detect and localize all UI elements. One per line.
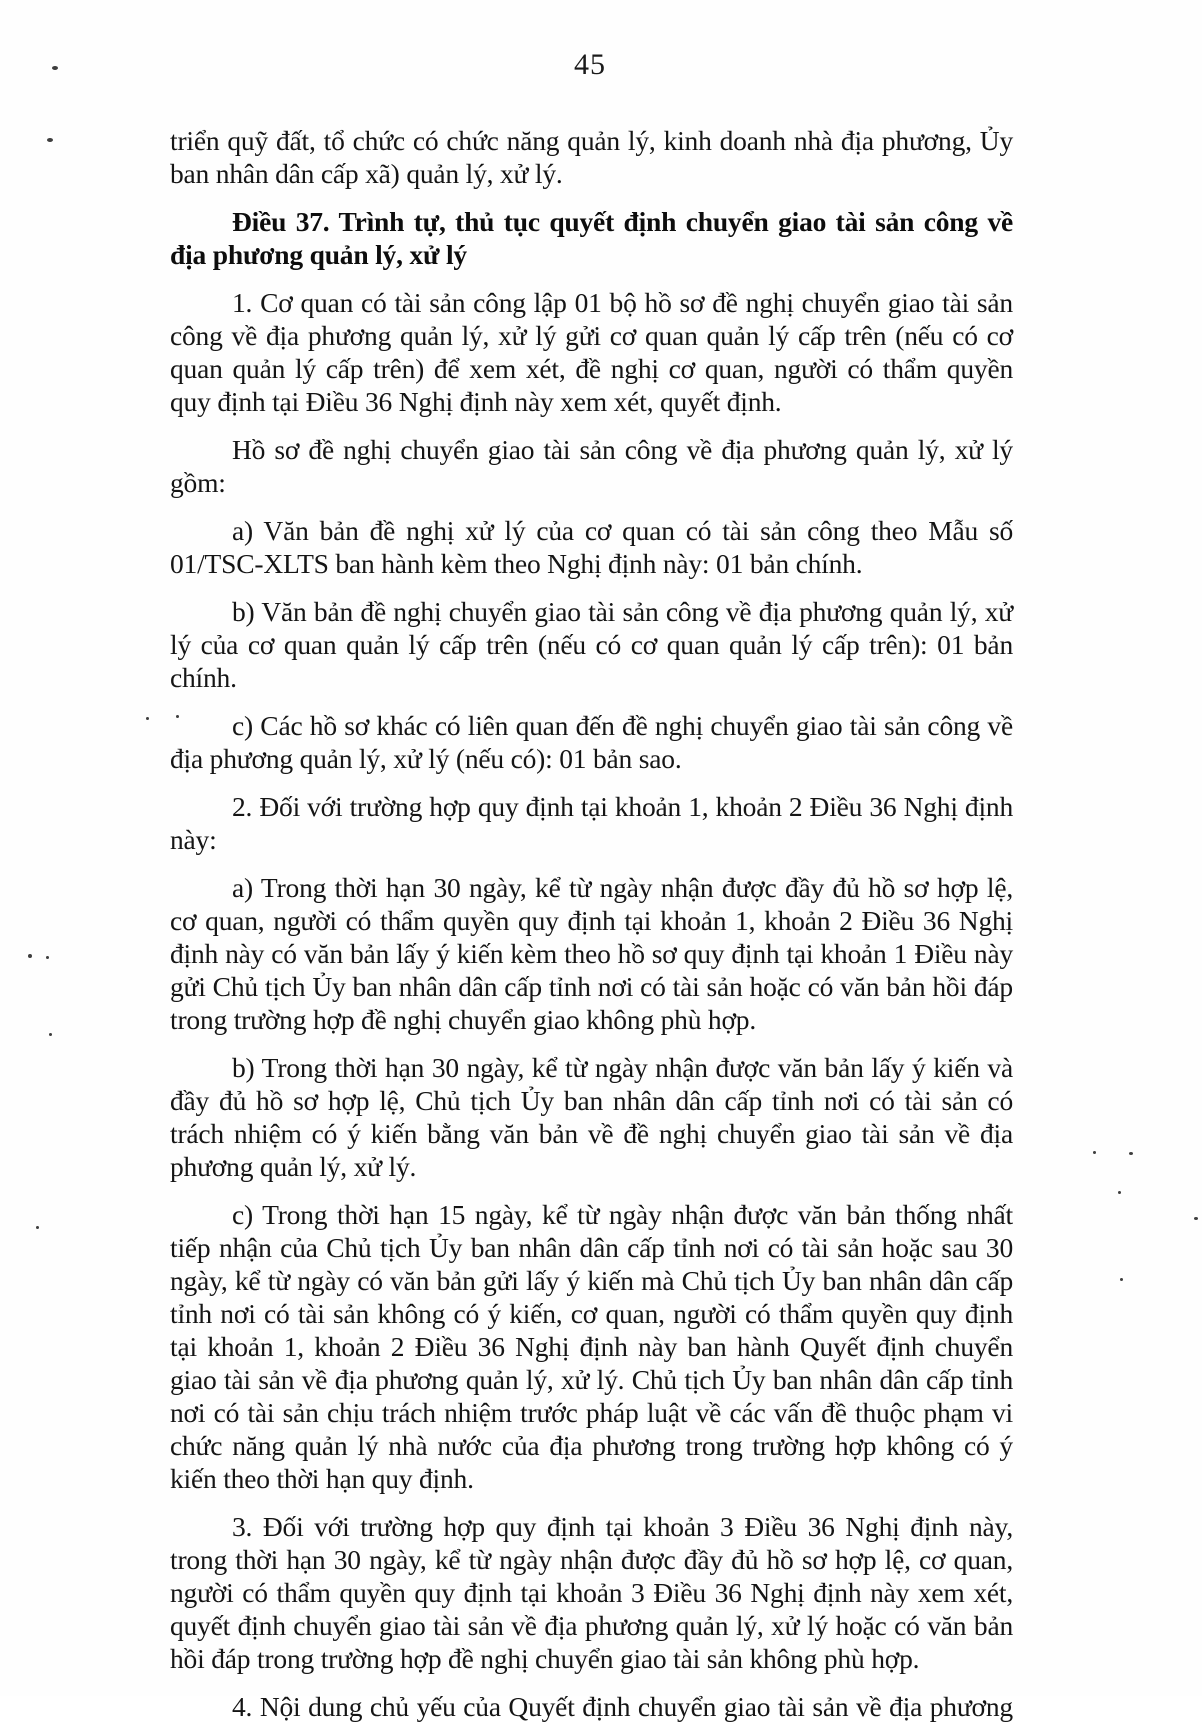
clause-2-item-c: c) Trong thời hạn 15 ngày, kể từ ngày nhận được văn bản thống nhất tiếp nhận của Chủ tịch Ủy ban nhân dân cấp tỉnh nơi có tài sản hoặc sau 30 ngày, kể từ ngày có văn bản gửi lấy ý kiến mà Chủ tịch Ủy ban nhân dân cấp tỉnh nơi có tài sản không có ý kiến, cơ quan, người có thẩm quyền quy định tại khoản 1, khoản 2 Điều 36 Nghị định này ban hành Quyết định chuyển giao tài sản về địa phương quản lý, xử lý. Chủ tịch Ủy ban nhân dân cấp tỉnh nơi có tài sản chịu trách nhiệm trước pháp luật về các vấn đề thuộc phạm vi chức năng quản lý nhà nước của địa phương trong trường hợp không có ý kiến theo thời hạn quy định. xyxy=(170,1199,1013,1494)
scan-speck xyxy=(1194,1217,1198,1220)
clause-3-paragraph: 3. Đối với trường hợp quy định tại khoản 3 Điều 36 Nghị định này, trong thời hạn 30 ngày, kể từ ngày nhận được đầy đủ hồ sơ hợp lệ, cơ quan, người có thẩm quyền quy định tại khoản 3 Điều 36 Nghị định này xem xét, quyết định chuyển giao tài sản về địa phương quản lý, xử lý hoặc có văn bản hồi đáp trong trường hợp đề nghị chuyển giao tài sản không phù hợp. xyxy=(170,1511,1013,1674)
clause-1-paragraph: 1. Cơ quan có tài sản công lập 01 bộ hồ sơ đề nghị chuyển giao tài sản công về địa phương quản lý, xử lý gửi cơ quan quản lý cấp trên (nếu có cơ quan quản lý cấp trên) để xem xét, đề nghị cơ quan, người có thẩm quyền quy định tại Điều 36 Nghị định này xem xét, quyết định. xyxy=(170,287,1013,417)
scan-speck xyxy=(146,717,149,720)
article-37-heading: Điều 37. Trình tự, thủ tục quyết định chuyển giao tài sản công về địa phương quản lý, xử lý xyxy=(170,206,1013,270)
page-number: 45 xyxy=(574,48,606,81)
scan-speck xyxy=(47,138,53,142)
scan-speck xyxy=(46,956,49,959)
clause-1-item-c: c) Các hồ sơ khác có liên quan đến đề nghị chuyển giao tài sản công về địa phương quản lý, xử lý (nếu có): 01 bản sao. xyxy=(170,710,1013,774)
scan-speck xyxy=(36,1226,39,1229)
clause-1-dossier-intro: Hồ sơ đề nghị chuyển giao tài sản công về địa phương quản lý, xử lý gồm: xyxy=(170,434,1013,498)
clause-4-opening-line: 4. Nội dung chủ yếu của Quyết định chuyển giao tài sản về địa phương xyxy=(232,1691,1013,1722)
scan-speck xyxy=(49,1033,52,1036)
clause-2-item-a: a) Trong thời hạn 30 ngày, kể từ ngày nhận được đầy đủ hồ sơ hợp lệ, cơ quan, người có thẩm quyền quy định tại khoản 1, khoản 2 Điều 36 Nghị định này có văn bản lấy ý kiến kèm theo hồ sơ quy định tại khoản 1 Điều này gửi Chủ tịch Ủy ban nhân dân cấp tỉnh nơi có tài sản hoặc có văn bản hồi đáp trong trường hợp đề nghị chuyển giao không phù hợp. xyxy=(170,872,1013,1035)
scan-speck xyxy=(52,66,58,70)
scan-speck xyxy=(28,954,32,958)
scan-speck xyxy=(176,715,179,718)
scan-speck xyxy=(1093,1151,1096,1154)
scan-speck xyxy=(1129,1152,1133,1155)
paragraph-continuation: triển quỹ đất, tổ chức có chức năng quản lý, kinh doanh nhà địa phương, Ủy ban nhân dân cấp xã) quản lý, xử lý. xyxy=(170,125,1013,189)
clause-1-item-a: a) Văn bản đề nghị xử lý của cơ quan có tài sản công theo Mẫu số 01/TSC-XLTS ban hành kèm theo Nghị định này: 01 bản chính. xyxy=(170,515,1013,579)
clause-2-item-b: b) Trong thời hạn 30 ngày, kể từ ngày nhận được văn bản lấy ý kiến và đầy đủ hồ sơ hợp lệ, Chủ tịch Ủy ban nhân dân cấp tỉnh nơi có tài sản có trách nhiệm có ý kiến bằng văn bản về đề nghị chuyển giao tài sản về địa phương quản lý, xử lý. xyxy=(170,1052,1013,1182)
scan-speck xyxy=(1118,1191,1121,1194)
clause-1-item-b: b) Văn bản đề nghị chuyển giao tài sản công về địa phương quản lý, xử lý của cơ quan quản lý cấp trên (nếu có cơ quan quản lý cấp trên): 01 bản chính. xyxy=(170,596,1013,693)
scan-speck xyxy=(1120,1278,1123,1281)
clause-2-paragraph: 2. Đối với trường hợp quy định tại khoản 1, khoản 2 Điều 36 Nghị định này: xyxy=(170,791,1013,855)
document-body xyxy=(170,124,1013,1723)
